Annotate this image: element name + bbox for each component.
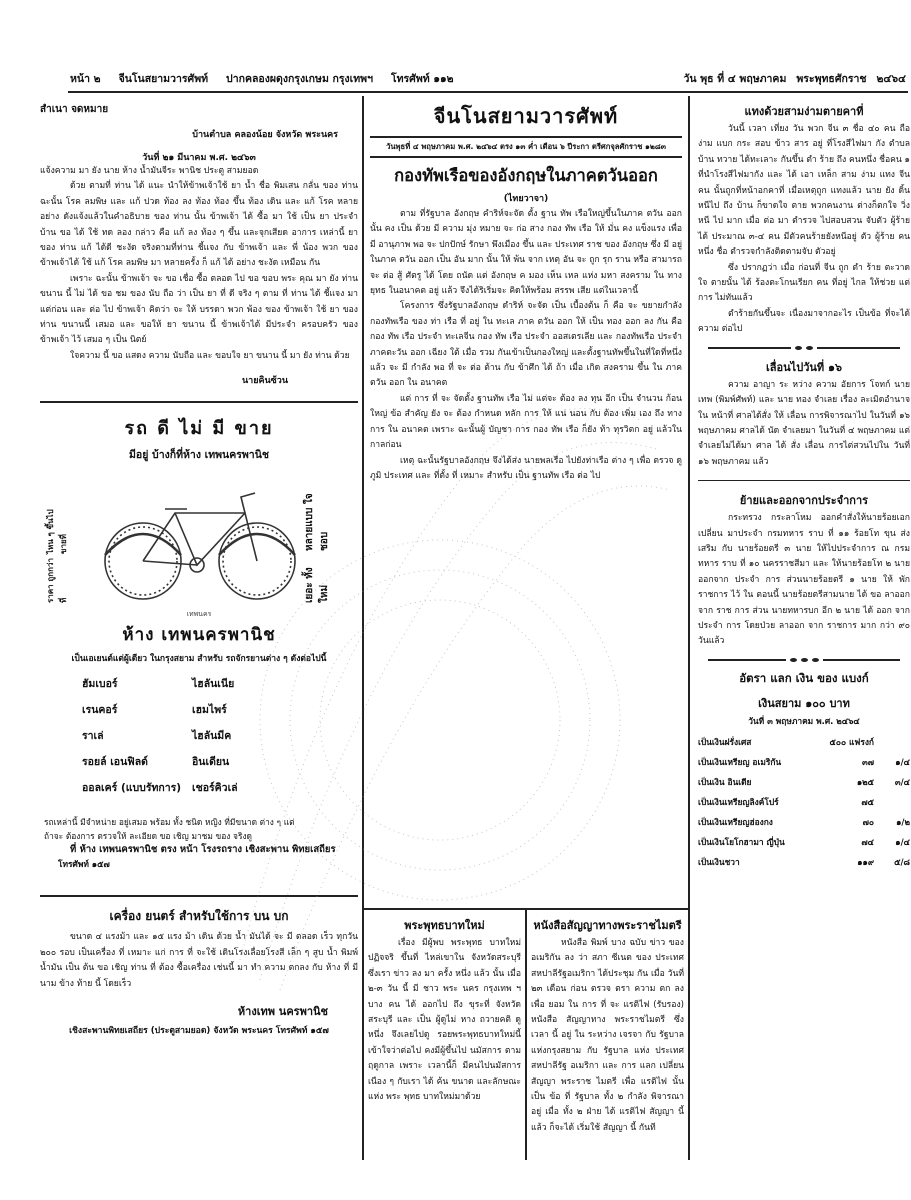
bicycle-advertisement [40, 413, 358, 883]
engine-advertisement [40, 907, 358, 1039]
article-byline: (ไทยวาจา) [503, 194, 549, 204]
engine-ad-title: เครื่อง ยนตร์ สำหรับใช้การ บน บก [109, 909, 289, 924]
sub-article-body: เรื่อง มีผู้พบ พระพุทธ บาทใหม่ ปฏิจจริ ขึ้นที่ ไหล่เขาใน จังหวัดสระบุรี ซึ่งเรา ข่าว ลง มา ครั้ง หนึ่ง แล้ว นั้น เมื่อ ๒-๓ วัน นี้ มี ชาว พระ นคร กรุงเทพ ฯ บาง คน ได้ ออกไป ถึง ขุระที่ จังหวัด สระบุรี และ เป็น ผู้ดูไม่ หาง ถวายคติ ดูหนึ่ง จึงเลยไปดู รอยพระพุทธบาทใหม่นี้ เข้าใจว่าต่อไป คงมีผู้ขึ้นไป นมัสการ ตามฤดูกาล เพราะ เวลานี้ก็ มีคนไปนมัสการ เนือง ๆ กับเรา ได้ ค้น ขนาด และลักษณะ แห่ง พระ พุทธ บาทใหม่มาด้วย [368, 938, 521, 1103]
brand-item: เฮมไพร์ [192, 704, 227, 717]
news-title: แทงด้วยสามง่ามตายคาที่ [744, 105, 864, 118]
rate-value: ๕๐๐ แฟรงก์ [829, 736, 874, 747]
table-row [698, 732, 910, 752]
section-divider [40, 895, 358, 897]
engine-ad-signature: ห้างเทพ นครพานิช [237, 1004, 328, 1018]
rate-fraction [880, 732, 910, 752]
exchange-rates [698, 670, 910, 872]
brand-item: เรนคอร์ [82, 704, 118, 717]
ad-title: รถ ดี ไม่ มี ขาย [124, 418, 274, 440]
table-row [698, 812, 910, 832]
rate-value: ๗๐ [862, 816, 874, 827]
brand-item: ออลเคร์ (แบบรัทการ) [82, 782, 182, 795]
letter-paragraph: เพราะ ฉะนั้น ข้าพเจ้า จะ ขอ เชื่อ ซื้อ ตลอด ไป ขอ ขอบ พระ คุณ มา ยัง ท่าน ขนาน นี้ ไม่ ได้ ขอ ชม ของ นับ ถือ ว่า เป็น ยา ที่ ดี จริง ๆ ตาม ที่ ท่าน ได้ ชี้แจง มา แต่ก่อน และ ต่อ ไป ข้าพเจ้า คิดว่า จะ ให้ บรรดา พวก พ้อง ของ ข้าพเจ้า ใช้ ยา ของ ท่าน ขนานนี้ เสมอ และ ขอให้ ยา ขนาน นี้ ข้าพเจ้าได้ มีประจำ ครอบครัว ของ ข้าพเจ้า ไว้ เสมอ ๆ เป็น นิตย์ [40, 273, 358, 346]
article-paragraph: เหตุ ฉะนั้นรัฐบาลอังกฤษ จึงได้ส่ง นายพลเรือ ไปยังท่าเรือ ต่าง ๆ เพื่อ ตรวจ ดู ภูมิ ประเทศ และ ที่ตั้ง ที่ เหมาะ สำหรับ เป็น ฐานทัพ เรือ ต่อ ไป [370, 455, 682, 481]
vertical-line: ราคา ถูกกว่าที่ [46, 558, 68, 604]
rate-label: เป็นเงินชวา [698, 856, 740, 867]
letter-date: วันที่ ๒๑ มีนาคม พ.ศ. ๒๔๖๓ [142, 153, 256, 163]
letter-paragraph: ใจความ นี้ ขอ แสดง ความ นับถือ และ ขอบใจ ยา ขนาน นี้ มา ยัง ท่าน ด้วย [70, 350, 350, 361]
rate-value: ๗๔ [861, 836, 874, 847]
ad-subtitle: มีอยู่ บ้างก็ที่ห้าง เทพนครพานิช [129, 449, 269, 462]
rate-label: เป็นเงินฝรั่งเศส [698, 736, 752, 747]
issue-year: ๒๔๖๔ [876, 72, 906, 85]
paper-phone: โทรศัพท์ ๑๑๒ [390, 72, 454, 85]
exchange-table [698, 732, 910, 872]
rate-fraction: ๓/๔ [894, 776, 910, 787]
sub-article-title: หนังสือสัญญาทางพระราชไมตรี [533, 919, 682, 932]
right-column [692, 96, 910, 1160]
article-paragraph: โครงการ ซึ่งรัฐบาลอังกฤษ ดำริห์ จะจัด เป็น เบื้องต้น ก็ คือ จะ ขยายกำลัง กองทัพเรือ ของ ท่า เรือ ที่ อยู่ ใน ทะเล ภาค ตวัน ออก ให้ เป็น ทอง ออก ลง กัน คือ กอง ทัพ เรือ ประจำ ทะเลจีน กอง ทัพ เรือ ประจำ ออสเตรเลีย และ กองทัพเรือ ประจำ ภาคตะวัน ออก เฉียง ใต้ เมื่อ รวม กันเข้าเป็นกองใหญ่ และตั้งฐานทัพขึ้นในที่ใดที่หนึ่งแล้ว จะ มี กำลัง พอ ที่ จะ ต่อ ต้าน กับ ข้าศึก ได้ ถ้า เมื่อ เกิด สงคราม ขึ้น ใน ภาค ตวัน ออก ใน อนาคต [370, 301, 682, 389]
brand-item: เชอร์คิวเล่ [192, 782, 238, 795]
letter-paragraph: แจ้งความ มา ยัง นาย ห้าง น้ำมันจีระ พานิช ประตู สามยอด [40, 166, 259, 176]
ad-footer-line: ถ้าจะ ต้องการ ตรวจให้ ละเอียด ขอ เชิญ มาชม ของ จริงดู [44, 831, 252, 842]
sub-article-body: หนังสือ พิมพ์ บาง ฉบับ ข่าว ของ อเมริกัน ลง ว่า สภา ซีเนต ของ ประเทศ สหปาลีรัฐอเมริกา ได้ประชุม กัน เมื่อ วันที่ ๒๓ เดือน ก่อน ตรวจ ตรา ความ ตก ลง เพื่อ ยอม ใน การ ที่ จะ แรติไฟ (รับรอง) หนังสือ สัญญาทาง พระราชไมตรี ซึ่ง เวลา นี้ อยู่ ใน ระหว่าง เจรจา กับ รัฐบาล แห่งกรุงสยาม กับ รัฐบาล แห่ง ประเทศ สหปาลีรัฐ อเมริกา และ การ แลก เปลี่ยน สัญญา พระราช ไมตรี เพื่อ แรติไฟ นั้น เป็น ข้อ ที่ รัฐบาล ทั้ง ๒ กำลัง พิจารณา อยู่ เมื่อ ทั้ง ๒ ฝ่าย ได้ แรติไฟ สัญญา นี้ แล้ว ก็จะได้ เริ่มใช้ สัญญา นี้ กันที [531, 938, 684, 1133]
issue-era: พระพุทธศักราช [796, 72, 867, 85]
rate-fraction: ๑/๔ [895, 756, 910, 767]
news-paragraph: ความ อาญา ระ หว่าง ความ อัยการ โจทก์ นายเทพ (พิมพ์ศัพท์) และ นาย ทอง จำเลย เรื่อง ละเมิดอำนาจ ใน หน้าที่ ศาลได้สั่ง ให้ เลื่อน การพิจารณาไป ในวันที่ ๑๖ พฤษภาคม ศาลได้ นัด จำเลยมา ในวันที่ ๔ พฤษภาคม แต่ จำเลยไม่ได้มา ศาล ได้ สั่ง เลื่อน การไต่สวนไปใน วันที่ ๑๖ พฤษภาคม แล้ว [698, 379, 910, 467]
bike-caption: เทพนคร [186, 610, 212, 619]
brand-item: ไฮลันเนีย [192, 678, 235, 691]
paper-address: ปากคลองผดุงกรุงเกษม กรุงเทพฯ [226, 72, 373, 85]
ad-description: เป็นเอเยนต์แต่ผู้เดียว ในกรุงสยาม สำหรับ รถจักรยานต่าง ๆ ดังต่อไปนี้ [71, 654, 327, 665]
ad-vertical-text-left [44, 493, 88, 603]
rate-fraction: ๑/๒ [896, 816, 910, 827]
sub-article-title: พระพุทธบาทใหม่ [404, 919, 485, 932]
middle-column [362, 96, 690, 1160]
bicycle-brand-list [82, 675, 322, 796]
article-headline: กองทัพเรือของอังกฤษในภาคตวันออก [394, 166, 658, 185]
rate-fraction [880, 792, 910, 812]
brand-item: ไฮลันมีค [192, 730, 232, 743]
section-divider [698, 480, 910, 481]
rate-label: เป็นเงิน อินเดีย [698, 776, 752, 787]
buddha-footprint-article [364, 910, 525, 1160]
article-paragraph: ตาม ที่รัฐบาล อังกฤษ คำริห์จะจัด ตั้ง ฐาน ทัพ เรือใหญ่ขึ้นในภาค ตวัน ออก นั้น คง เป็น ด้วย มี ความ มุ่ง หมาย จะ ก่อ สาง กอง ทัพ เรือ ให้ มั่น คง แข็งแรง เพื่อ มี อานุภาพ พอ จะ ปกปักษ์ รักษา พึงเมือง ขึ้น และ ประเทศ ราช ของ อังกฤษ ซึ่ง มี อยู่ ในภาค ตวัน ออก เป็น อัน มาก นั้น ให้ พ้น จาก เหตุ อัน จะ ถูก รุก ราน หรือ สามารถจะ ต่อ สู้ ศัตรู ได้ โดย ถนัด แต่ อังกฤษ ค มอง เห็น เหล แห่ง มหา สงคราม ใน ทาง ยุทธ ในอนาคต อยู่ แล้ว จึงได้ริเริ่มจะ คิดให้พร้อม สรรพ เสีย แต่ในเวลานี้ [370, 209, 682, 297]
issue-day: วัน พุธ ที่ ๔ พฤษภาคม [683, 72, 787, 85]
paper-name-small: จีนโนสยามวารศัพท์ [118, 72, 209, 85]
news-paragraph: ตำร้ายกันขึ้นจะ เนื่องมาจากอะไร เป็นข้อ ที่จะได้ ความ ต่อไป [698, 308, 910, 335]
section-divider [40, 401, 358, 403]
ad-footer-line: ที่ ห้าง เทพนครพานิช ตรง หน้า โรงรถราง เชิงสะพาน พิทยเสถียร [70, 844, 336, 856]
rate-value: ๓๗ [861, 756, 874, 767]
left-column [40, 96, 358, 1160]
rate-label: เป็นเงินเหรียญลิงค์โปร์ [698, 796, 779, 807]
rate-label: เป็นเงินเหรียญฮ่องกง [698, 816, 773, 827]
brand-item: ฮัมเบอร์ [82, 678, 118, 691]
rate-fraction: ๑/๔ [895, 836, 910, 847]
page-masthead [70, 66, 906, 90]
rate-value: ๑๑๙ [857, 856, 874, 867]
ad-vertical-text-right [302, 483, 352, 603]
vertical-line: หลายแบบ ใจชอบ [304, 493, 330, 552]
news-paragraph: ซึ่ง ปรากฏว่า เมื่อ ก่อนที่ จีน ถูก ตำ ร้าย ตะวาดใจ ตายนั้น ได้ ร้องตะโกนเรียก คน ที่อยู่ ไกล ให้ช่วย แต่ การ ไม่ทันแล้ว [698, 262, 910, 304]
letter-heading: สำเนา จดหมาย [40, 104, 109, 115]
exchange-title: อัตรา แลก เงิน ของ แบงก์ [739, 670, 869, 685]
brand-item: รอยล์ เอนฟิลด์ [82, 756, 148, 769]
masthead-rule [68, 91, 908, 93]
bicycle-illustration [95, 483, 305, 603]
brand-item: อินเดียน [192, 756, 230, 769]
rate-label: เป็นเงินโยโกฮามา ญี่ปุ่น [698, 836, 785, 847]
engine-ad-footer: เชิงสะพานพิทยเสถียร (ประตูสามยอด) จังหวัด พระนคร โทรศัพท์ ๑๕๗ [69, 1025, 329, 1036]
page-number: หน้า ๒ [70, 72, 101, 85]
article-paragraph: แต่ การ ที่ จะ จัดตั้ง ฐานทัพ เรือ ไม่ แต่จะ ต้อง ลง ทุน อีก เป็น จำนวน ก้อนใหญ่ ข้อ สำคัญ ยัง จะ ต้อง กำหนด หลัก การ ให้ แน่ นอน กับ ต้อง เพิ่ม เอง ถึง ทาง การ ใน อนาคต เพราะ ฉะนั้นผู้ บัญชา การ กอง ทัพ เรือ ก็ยัง ท้า ทุรวิตก อยู่ แล้วในกาลก่อน [370, 393, 682, 451]
letter-paragraph: ด้วย ตามที่ ท่าน ได้ แนะ นำให้ข้าพเจ้าใช้ ยา น้ำ ชื่อ พิมเสน กลั่น ของ ท่าน ฉะนั้น โรค ลมพิษ และ แก้ ปวด ท้อง ลง ท้อง ท้อง ขึ้น ท้อง เดิน และ แก้ โรค หลาย อย่าง ดังแจ้งแล้วในคำอธิบาย ของ ท่าน นั้น ข้าพเจ้า ได้ ซื้อ มา ใช้ เป็น ยา ประจำ บ้าน ขอ ได้ ใช้ ทด ลอง กล่าว คือ แก้ ลง ท้อง ๆ ขึ้น และจุกเสียด อาการ เหล่านี้ ยา ของ ท่าน แก้ ได้ดี ชะงัด จริงตามที่ท่าน ชี้แจง กับ ข้าพเจ้า และ พี่ น้อง พวก ของ ข้าพเจ้าได้ ใช้ แก้ โรค ลมพิษ มา หลายครั้ง ก็ แก้ ได้ อย่าง ชะงัด เหมือน กัน [40, 181, 358, 269]
ad-shop-name: ห้าง เทพนครพานิช [122, 625, 276, 646]
vertical-line: ไหน ๆ ขึ้นไป ขายที่ [46, 509, 68, 555]
ad-footer [44, 815, 354, 871]
middle-bottom-split [364, 908, 688, 1160]
treaty-article [525, 910, 688, 1160]
dateline: วันพุธที่ ๔ พฤษภาคม พ.ศ. ๒๔๖๔ ตรง ๑๓ ค่ำ เดือน ๖ ปีระกา ตรีศกจุลศักราช ๑๒๘๓ [370, 136, 682, 158]
rate-value: ๑๒๕ [856, 776, 874, 787]
newspaper-page [40, 60, 910, 1180]
ornament-divider [708, 346, 900, 350]
exchange-date: วันที่ ๓ พฤษภาคม พ.ศ. ๒๔๖๔ [748, 715, 860, 726]
engine-ad-body: ขนาด ๔ แรงม้า และ ๑๕ แรง ม้า เดิน ด้วย น้ำ มันได้ จะ มี ตลอด เร็ว ทุกวัน ๒๐๐ รอบ เป็นเครื่อง ที่ เหมาะ แก่ การ ที่ จะใช้ เดินโรงเลื่อยโรงสี เล็ก ๆ สูบ น้ำ พิมพ์ น้ำมัน เป็น ต้น ขอ เชิญ ท่าน ที่ ต้อง ซื้อเครื่อง เช่นนี้ มา ทำ ความ ตกลง กับ ห้าง ที่ มี นาม ข้าง ท้าย นี้ โดยเร็ว [40, 932, 358, 989]
rate-value: ๗๕ [861, 796, 874, 807]
letter-signature: นายคินซ้วน [242, 376, 288, 387]
ad-footer-phone: โทรศัพท์ ๑๕๗ [58, 859, 110, 870]
table-row [698, 752, 910, 772]
table-row [698, 832, 910, 852]
table-row [698, 772, 910, 792]
news-paragraph: วันนี้ เวลา เที่ยง วัน พวก จีน ๓ ชื่อ ๔๐ คน ถือ ง่าม แบก กระ สอบ ข้าว สาร อยู่ ที่โรงสีไฟมา กัง ตำบลบ้าน ทวาย ได้ทะเลาะ กันขึ้น ตำ ร้าย ถึง คนหนึ่ง ชื่อคน ๑ ที่นำโรงสีไฟมากัง และ ได้ เอา เหล็ก สาม ง่าม แทง จีน คน นั้นถูกที่หน้าอกคาที่ เมื่อเหตุถูก แทงแล้ว นาย ยัง ดิ้น หนีไป ถึง บ้าน ก็ขาดใจ ตาย พวกคนงาน ต่างก็ตกใจ วิ่ง หนี ไป มาก เมื่อ ต่อ มา ตำรวจ ไปสอบสวน จับตัว ผู้ร้ายได้ ประมาณ ๓-๔ คน มีตัวคนร้ายยังหนีอยู่ ตัว ผู้ร้าย คนหนึ่ง ชื่อ ตำรวจกำลังติดตามจับ ตัวอยู่ [698, 124, 910, 258]
letter-address: บ้านตำบล คลองน้อย จังหวัด พระนคร [192, 130, 338, 140]
news-paragraph: กระทรวง กระลาโหม ออกคำสั่งให้นายร้อยเอก เปลี่ยน มาประจำ กรมทหาร ราบ ที่ ๑๑ ร้อยโท ขุน ส่งเสริม กับ นายร้อยตรี ๓ นาย ให้ไปประจำการ ณ กรมทหาร ราบ ที่ ๑๐ นครราชสีมา และ ให้นายร้อยโท ๒ นาย ออกจาก ประจำ การ ส่วนนายร้อยตรี ๑ นาย ให้ พักราชการ ไว้ ใน ตอนนี้ นายร้อยตรีสามนาย ได้ ขอ ลาออก จาก ราช การ ส่วน นายทหารบก อีก ๒ นาย ได้ ออก จาก ประจำ การ โดยป่วย ลาออก จาก ราชการ มาก กว่า ๙๐ วันแล้ว [698, 513, 910, 647]
news-title: ย้ายและออกจากประจำการ [739, 494, 869, 508]
ad-footer-line: รถเหล่านี้ มีจำหน่าย อยู่เสมอ พร้อม ทั้ง ชนิด หญิง ที่มีขนาด ต่าง ๆ แต่ [44, 817, 295, 828]
table-row [698, 852, 910, 872]
exchange-subtitle: เงินสยาม ๑๐๐ บาท [758, 696, 850, 710]
rate-label: เป็นเงินเหรียญ อเมริกัน [698, 756, 782, 767]
paper-title: จีนโนสยามวารศัพท์ [433, 104, 619, 128]
rate-fraction: ๕/๘ [894, 856, 910, 867]
vertical-line: เยอะ ทั้งใหม่ [304, 567, 330, 604]
brand-item: ราเล่ [82, 730, 104, 743]
news-title: เลื่อนไปวันที่ ๑๖ [766, 360, 842, 374]
ornament-divider [708, 658, 900, 662]
table-row [698, 792, 910, 812]
